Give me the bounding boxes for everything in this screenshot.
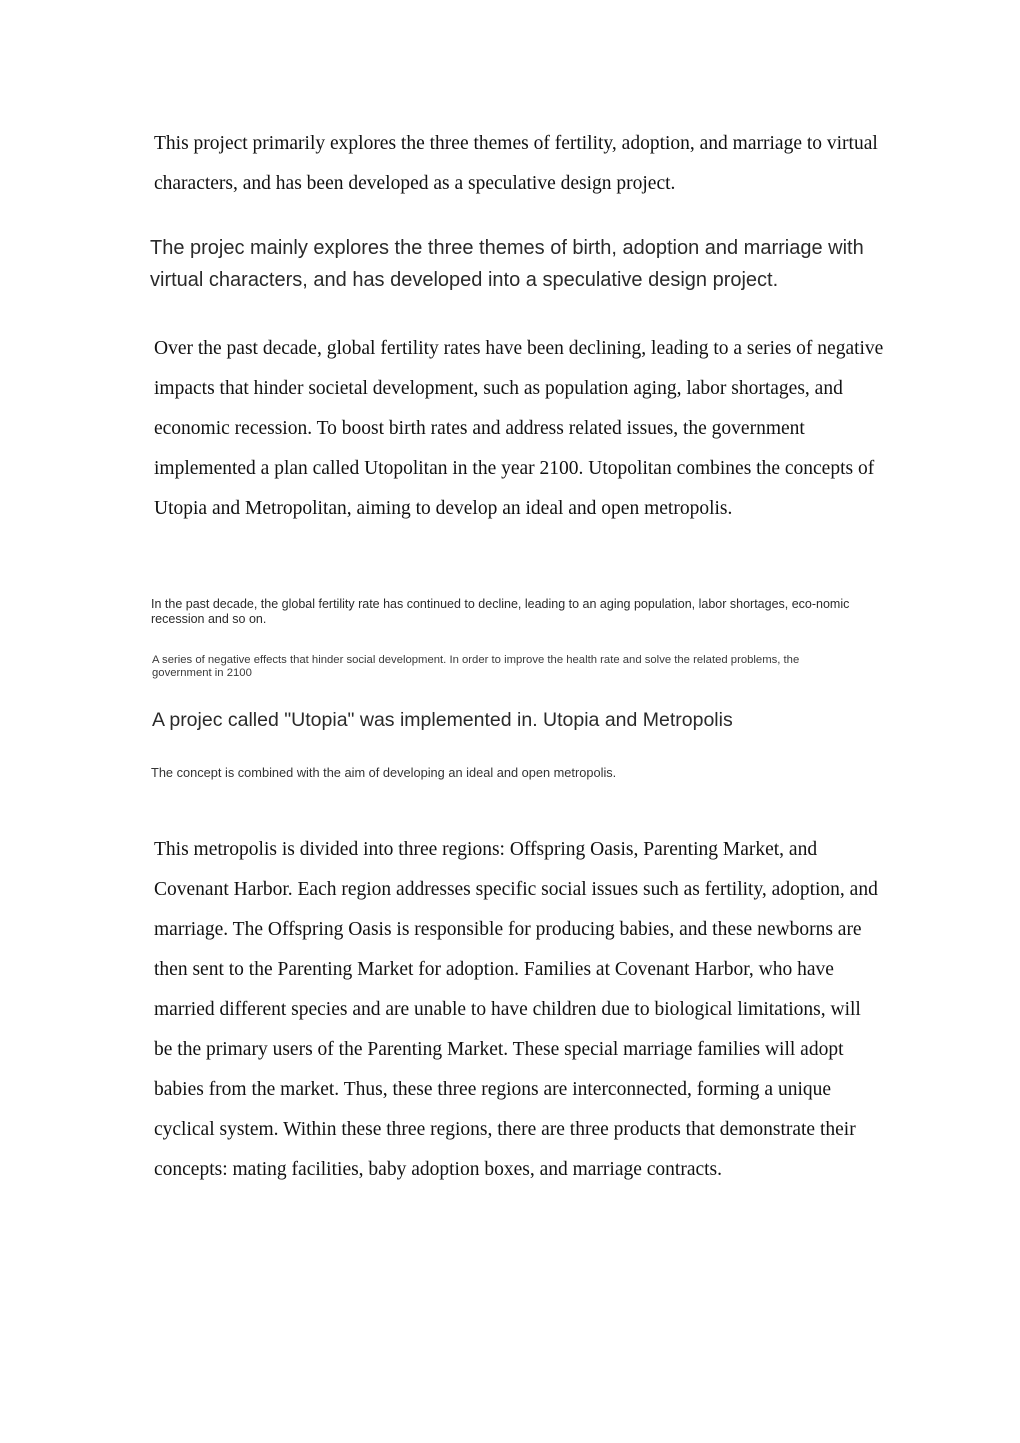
translation-background-3: A projec called "Utopia" was implemented in. Utopia and Metropolis	[152, 709, 733, 731]
paragraph-background: Over the past decade, global fertility rates have been declining, leading to a series of negative impacts that hinder societal development, such as population aging, labor shortages, and economic recession. To boost birth rates and address related issues, the government implemented a plan called Utopolitan in the year 2100. Utopolitan combines the concepts of Utopia and Metropolitan, aiming to develop an ideal and open metropolis.	[154, 338, 884, 519]
translation-intro: The projec mainly explores the three themes of birth, adoption and marriage with virtual characters, and has developed into a speculative design project.	[150, 237, 864, 291]
paragraph-intro: This project primarily explores the three themes of fertility, adoption, and marriage to virtual characters, and has been developed as a speculative design project.	[154, 133, 878, 194]
translation-background-1: In the past decade, the global fertility rate has continued to decline, leading to an aging population, labor shortages, eco-nomic recession and so on.	[151, 597, 850, 626]
translation-background-4: The concept is combined with the aim of developing an ideal and open metropolis.	[151, 765, 617, 780]
paragraph-regions: This metropolis is divided into three regions: Offspring Oasis, Parenting Market, and Covenant Harbor. Each region addresses specific social issues such as fertility, adoption, and marriage. The Offspring Oasis is responsible for producing babies, and these newborns are then sent to the Parenting Market for adoption. Families at Covenant Harbor, who have married different species and are unable to have children due to biological limitations, will be the primary users of the Parenting Market. These special marriage families will adopt babies from the market. Thus, these three regions are interconnected, forming a unique cyclical system. Within these three regions, there are three products that demonstrate their concepts: mating facilities, baby adoption boxes, and marriage contracts.	[154, 839, 878, 1180]
translation-background-2: A series of negative effects that hinder social development. In order to improve the health rate and solve the related problems, the government in 2100	[152, 654, 800, 679]
